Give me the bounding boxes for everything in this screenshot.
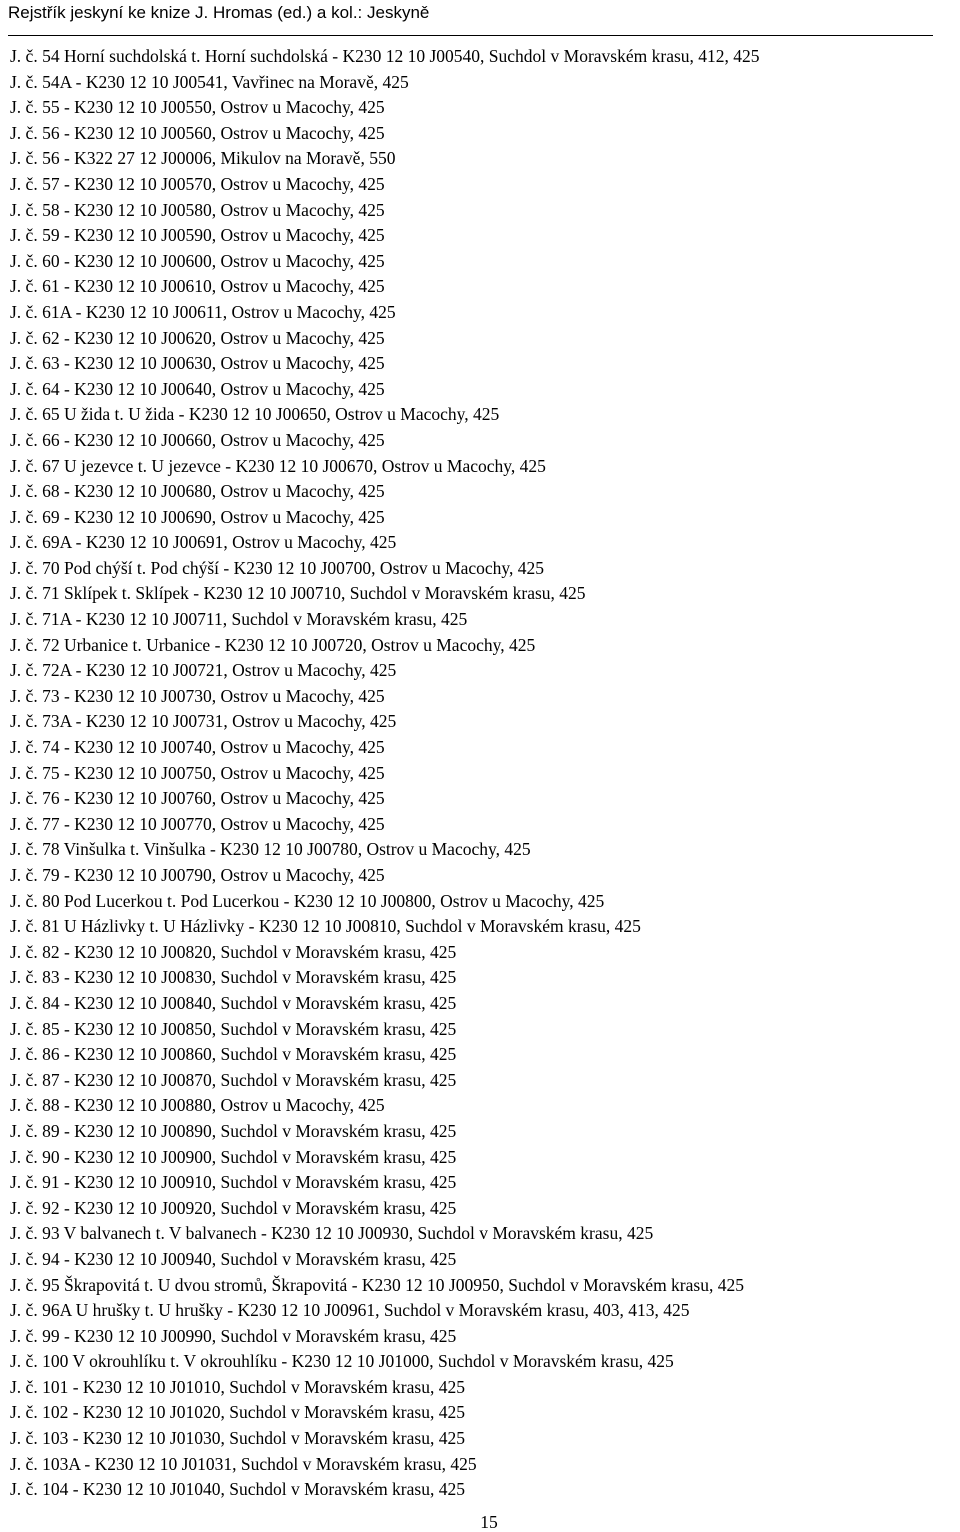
index-entry: J. č. 58 - K230 12 10 J00580, Ostrov u Macochy, 425 — [10, 199, 385, 220]
index-entry: J. č. 73 - K230 12 10 J00730, Ostrov u Macochy, 425 — [10, 685, 385, 706]
index-entry: J. č. 80 Pod Lucerkou t. Pod Lucerkou - K230 12 10 J00800, Ostrov u Macochy, 425 — [10, 890, 605, 911]
index-entry: J. č. 74 - K230 12 10 J00740, Ostrov u Macochy, 425 — [10, 737, 385, 758]
index-entry: J. č. 59 - K230 12 10 J00590, Ostrov u Macochy, 425 — [10, 225, 385, 246]
index-entry: J. č. 96A U hrušky t. U hrušky - K230 12 10 J00961, Suchdol v Moravském krasu, 403, 413, 425 — [10, 1300, 690, 1321]
index-entry: J. č. 54A - K230 12 10 J00541, Vavřinec na Moravě, 425 — [10, 71, 409, 92]
index-entry: J. č. 56 - K230 12 10 J00560, Ostrov u Macochy, 425 — [10, 122, 385, 143]
index-entry: J. č. 92 - K230 12 10 J00920, Suchdol v Moravském krasu, 425 — [10, 1197, 457, 1218]
index-entry: J. č. 93 V balvanech t. V balvanech - K230 12 10 J00930, Suchdol v Moravském krasu, 425 — [10, 1223, 654, 1244]
page-number: 15 — [480, 1512, 498, 1532]
index-entry: J. č. 100 V okrouhlíku t. V okrouhlíku - K230 12 10 J01000, Suchdol v Moravském krasu, 425 — [10, 1351, 674, 1372]
index-entry: J. č. 57 - K230 12 10 J00570, Ostrov u Macochy, 425 — [10, 173, 385, 194]
index-entry: J. č. 55 - K230 12 10 J00550, Ostrov u Macochy, 425 — [10, 97, 385, 118]
index-entry: J. č. 62 - K230 12 10 J00620, Ostrov u Macochy, 425 — [10, 327, 385, 348]
index-entry: J. č. 90 - K230 12 10 J00900, Suchdol v Moravském krasu, 425 — [10, 1146, 457, 1167]
cave-index-list — [10, 44, 760, 1503]
index-entry: J. č. 87 - K230 12 10 J00870, Suchdol v Moravském krasu, 425 — [10, 1069, 457, 1090]
index-entry: J. č. 77 - K230 12 10 J00770, Ostrov u Macochy, 425 — [10, 813, 385, 834]
index-entry: J. č. 64 - K230 12 10 J00640, Ostrov u Macochy, 425 — [10, 378, 385, 399]
index-entry: J. č. 67 U jezevce t. U jezevce - K230 12 10 J00670, Ostrov u Macochy, 425 — [10, 455, 546, 476]
index-entry: J. č. 75 - K230 12 10 J00750, Ostrov u Macochy, 425 — [10, 762, 385, 783]
index-entry: J. č. 69A - K230 12 10 J00691, Ostrov u Macochy, 425 — [10, 532, 397, 553]
index-entry: J. č. 69 - K230 12 10 J00690, Ostrov u Macochy, 425 — [10, 506, 385, 527]
index-entry: J. č. 61A - K230 12 10 J00611, Ostrov u Macochy, 425 — [10, 301, 396, 322]
index-entry: J. č. 71A - K230 12 10 J00711, Suchdol v Moravském krasu, 425 — [10, 609, 468, 630]
index-entry: J. č. 94 - K230 12 10 J00940, Suchdol v Moravském krasu, 425 — [10, 1248, 457, 1269]
index-entry: J. č. 84 - K230 12 10 J00840, Suchdol v Moravském krasu, 425 — [10, 992, 457, 1013]
index-entry: J. č. 85 - K230 12 10 J00850, Suchdol v Moravském krasu, 425 — [10, 1018, 457, 1039]
index-entry: J. č. 63 - K230 12 10 J00630, Ostrov u Macochy, 425 — [10, 353, 385, 374]
index-entry: J. č. 56 - K322 27 12 J00006, Mikulov na Moravě, 550 — [10, 148, 396, 169]
index-entry: J. č. 104 - K230 12 10 J01040, Suchdol v Moravském krasu, 425 — [10, 1479, 465, 1500]
index-entry: J. č. 88 - K230 12 10 J00880, Ostrov u Macochy, 425 — [10, 1095, 385, 1116]
index-entry: J. č. 76 - K230 12 10 J00760, Ostrov u Macochy, 425 — [10, 788, 385, 809]
page-header — [8, 0, 933, 36]
index-entry: J. č. 65 U žida t. U žida - K230 12 10 J00650, Ostrov u Macochy, 425 — [10, 404, 500, 425]
index-entry: J. č. 60 - K230 12 10 J00600, Ostrov u Macochy, 425 — [10, 250, 385, 271]
index-entry: J. č. 95 Škrapovitá t. U dvou stromů, Škrapovitá - K230 12 10 J00950, Suchdol v Moravském krasu, 425 — [10, 1274, 744, 1295]
index-entry: J. č. 72 Urbanice t. Urbanice - K230 12 10 J00720, Ostrov u Macochy, 425 — [10, 634, 536, 655]
index-entry: J. č. 103 - K230 12 10 J01030, Suchdol v Moravském krasu, 425 — [10, 1428, 465, 1449]
index-entry: J. č. 89 - K230 12 10 J00890, Suchdol v Moravském krasu, 425 — [10, 1120, 457, 1141]
index-entry: J. č. 79 - K230 12 10 J00790, Ostrov u Macochy, 425 — [10, 865, 385, 885]
index-entry: J. č. 66 - K230 12 10 J00660, Ostrov u Macochy, 425 — [10, 429, 385, 450]
index-entry: J. č. 103A - K230 12 10 J01031, Suchdol v Moravském krasu, 425 — [10, 1453, 477, 1474]
index-entry: J. č. 83 - K230 12 10 J00830, Suchdol v Moravském krasu, 425 — [10, 967, 457, 988]
index-entry: J. č. 78 Vinšulka t. Vinšulka - K230 12 10 J00780, Ostrov u Macochy, 425 — [10, 839, 531, 860]
index-entry: J. č. 70 Pod chýší t. Pod chýší - K230 12 10 J00700, Ostrov u Macochy, 425 — [10, 557, 545, 578]
index-entry: J. č. 68 - K230 12 10 J00680, Ostrov u Macochy, 425 — [10, 481, 385, 502]
index-entry: J. č. 99 - K230 12 10 J00990, Suchdol v Moravském krasu, 425 — [10, 1325, 457, 1346]
index-entry: J. č. 81 U Házlivky t. U Házlivky - K230 12 10 J00810, Suchdol v Moravském krasu, 425 — [10, 916, 641, 937]
index-entry: J. č. 71 Sklípek t. Sklípek - K230 12 10 J00710, Suchdol v Moravském krasu, 425 — [10, 583, 586, 604]
index-entry: J. č. 73A - K230 12 10 J00731, Ostrov u Macochy, 425 — [10, 711, 397, 732]
index-entry: J. č. 91 - K230 12 10 J00910, Suchdol v Moravském krasu, 425 — [10, 1172, 457, 1193]
index-entry: J. č. 82 - K230 12 10 J00820, Suchdol v Moravském krasu, 425 — [10, 941, 457, 962]
index-entry: J. č. 102 - K230 12 10 J01020, Suchdol v Moravském krasu, 425 — [10, 1402, 465, 1423]
index-entry: J. č. 61 - K230 12 10 J00610, Ostrov u Macochy, 425 — [10, 276, 385, 297]
index-entry: J. č. 86 - K230 12 10 J00860, Suchdol v Moravském krasu, 425 — [10, 1044, 457, 1065]
page-header-title: Rejstřík jeskyní ke knize J. Hromas (ed.) a kol.: Jeskyně — [8, 3, 430, 22]
index-entry: J. č. 101 - K230 12 10 J01010, Suchdol v Moravském krasu, 425 — [10, 1376, 465, 1397]
index-entry: J. č. 72A - K230 12 10 J00721, Ostrov u Macochy, 425 — [10, 660, 397, 681]
index-entry: J. č. 54 Horní suchdolská t. Horní suchdolská - K230 12 10 J00540, Suchdol v Moravském krasu, 412, 425 — [10, 46, 760, 66]
